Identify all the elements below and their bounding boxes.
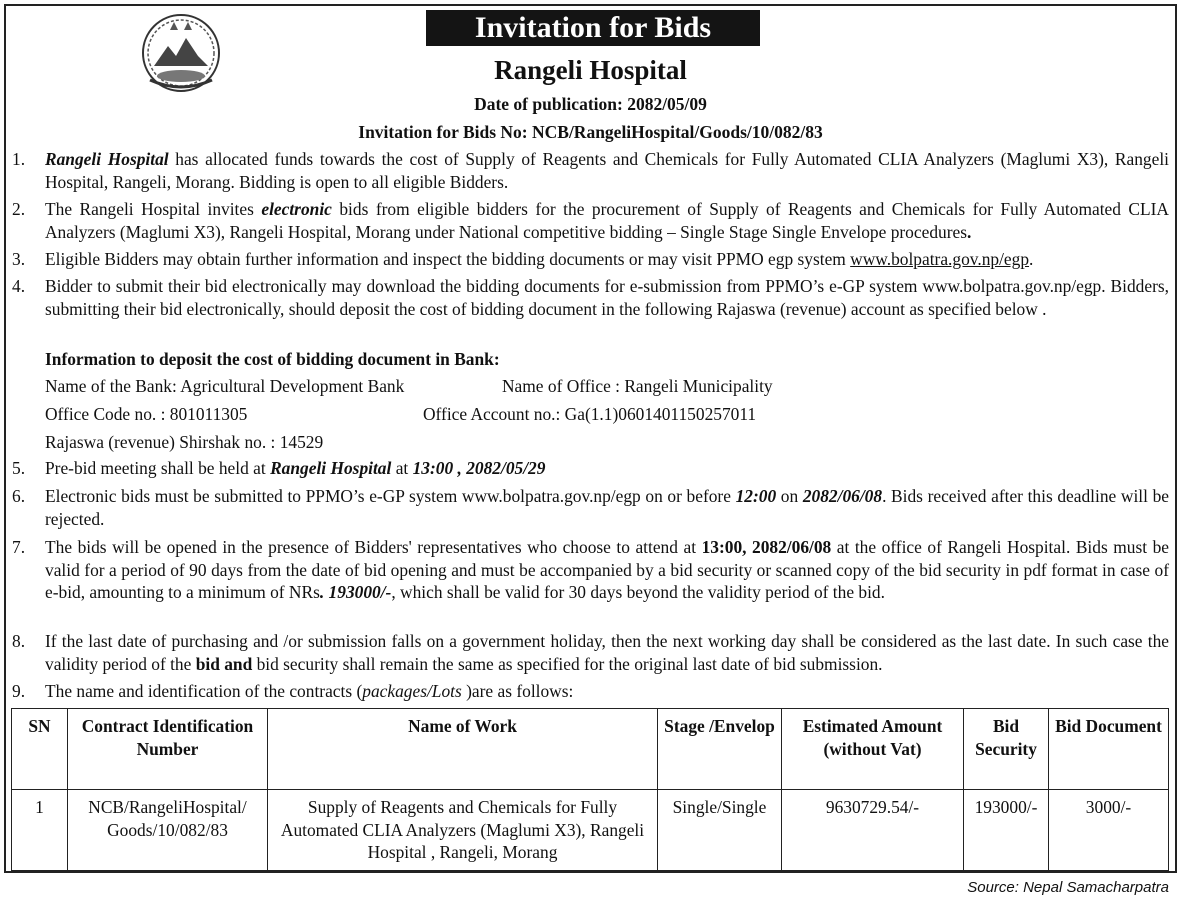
bolpatra-link[interactable]: www.bolpatra.gov.np/egp xyxy=(850,249,1030,269)
table-header-row xyxy=(12,709,1169,790)
clause-5-pre: Pre-bid meeting shall be held at xyxy=(45,458,271,478)
bank-info-heading: Information to deposit the cost of bidding document in Bank: xyxy=(45,349,500,369)
clause-number: 4. xyxy=(12,276,26,296)
clause-8-bold: bid and xyxy=(195,653,253,674)
clause-6-text: . Bids received after this deadline will be rejected. xyxy=(45,486,1169,529)
cell-bid-document: 3000/- xyxy=(1049,790,1169,871)
clause-2-end: . xyxy=(966,221,972,242)
cell-estimated-amount: 9630729.54/- xyxy=(782,790,964,871)
source-credit: Source: Nepal Samacharpatra xyxy=(967,879,1169,896)
col-estimated-amount: Estimated Amount (without Vat) xyxy=(782,709,964,790)
col-bid-security: Bid Security xyxy=(964,709,1049,790)
clause-7 xyxy=(12,536,1169,604)
clause-7-bold: 13:00, 2082/06/08 xyxy=(701,537,832,557)
publication-date-value: 2082/05/09 xyxy=(627,94,707,114)
clause-number: 5. xyxy=(12,458,26,478)
clause-5-mid: at xyxy=(391,458,413,478)
clause-3-text: Eligible Bidders may obtain further information and inspect the bidding documents or may visit PPMO egp system xyxy=(45,249,851,269)
col-sn: SN xyxy=(12,709,68,790)
clause-9-pre: The name and identification of the contracts ( xyxy=(45,681,363,701)
clause-6-date: 2082/06/08 xyxy=(802,486,883,506)
clause-5-time: 13:00 , 2082/05/29 xyxy=(412,458,546,478)
bank-name-row xyxy=(45,375,1165,398)
clause-number: 6. xyxy=(12,486,26,506)
clause-6-time: 12:00 xyxy=(735,486,777,506)
clause-4 xyxy=(12,275,1169,320)
clause-number: 7. xyxy=(12,537,26,557)
clause-number: 3. xyxy=(12,249,26,269)
cell-contract-id: NCB/RangeliHospital/ Goods/10/082/83 xyxy=(68,790,268,871)
clause-2 xyxy=(12,198,1169,243)
title-banner: Invitation for Bids xyxy=(426,10,760,46)
cell-name-of-work: Supply of Reagents and Chemicals for Fully Automated CLIA Analyzers (Maglumi X3), Rangeli Hospital , Rangeli, Morang xyxy=(268,790,658,871)
publication-date-label: Date of publication: xyxy=(474,94,623,114)
clause-7-amount: . 193000/- xyxy=(319,582,392,602)
clause-number: 1. xyxy=(12,149,26,169)
rajaswa-number: Rajaswa (revenue) Shirshak no. : 14529 xyxy=(45,432,324,452)
clause-9 xyxy=(12,680,1169,703)
clause-6-pre: Electronic bids must be submitted to PPMO’s e-GP system www.bolpatra.gov.np/egp on or before xyxy=(45,486,736,506)
cell-sn: 1 xyxy=(12,790,68,871)
ifb-number-label: Invitation for Bids No: xyxy=(358,122,528,142)
clause-7-pre: The bids will be opened in the presence of Bidders' representatives who choose to attend at xyxy=(45,537,702,557)
cell-bid-security: 193000/- xyxy=(964,790,1049,871)
clause-7-text: , which shall be valid for 30 days beyond the validity period of the bid. xyxy=(391,582,885,602)
office-code-row xyxy=(45,403,1165,426)
cell-stage: Single/Single xyxy=(658,790,782,871)
clause-number: 9. xyxy=(12,681,26,701)
clause-8-pre: If the last date of purchasing and /or submission falls on a government holiday, then the next working day shall be considered as the last date. In such case the validity period of the xyxy=(45,631,1169,674)
col-name-of-work: Name of Work xyxy=(268,709,658,790)
clause-9-italic: packages/Lots xyxy=(362,681,467,701)
clause-1 xyxy=(12,148,1169,193)
clause-2-text: bids from eligible bidders for the procurement of Supply of Reagents and Chemicals for Fully Automated CLIA Analyzers (Maglumi X3), Rangeli Hospital, Morang under National competitive bidding – Single Stage Single Envelope procedures xyxy=(45,199,1169,242)
clause-8-text: bid security shall remain the same as specified for the original last date of bid submission. xyxy=(252,653,883,674)
clause-1-bold: Rangeli Hospital xyxy=(45,149,169,169)
contracts-table xyxy=(11,708,1169,871)
clause-8 xyxy=(12,630,1169,675)
clause-number: 8. xyxy=(12,631,26,651)
clause-9-text: )are as follows: xyxy=(466,681,574,701)
clause-5 xyxy=(12,457,1169,480)
office-account: Office Account no.: Ga(1.1)0601401150257011 xyxy=(423,404,757,424)
hospital-name: Rangeli Hospital xyxy=(494,55,687,85)
col-contract-id: Contract Identification Number xyxy=(68,709,268,790)
clause-5-place: Rangeli Hospital xyxy=(270,458,392,478)
clause-1-text: has allocated funds towards the cost of Supply of Reagents and Chemicals for Fully Automated CLIA Analyzers (Maglumi X3), Rangeli Hospital, Rangeli, Morang. Bidding is open to all eligible Bidders. xyxy=(45,149,1169,192)
table-row xyxy=(12,790,1169,871)
publication-date xyxy=(0,93,1181,116)
office-code: Office Code no. : 801011305 xyxy=(45,404,248,424)
clause-6 xyxy=(12,485,1169,530)
clause-6-mid: on xyxy=(776,486,803,506)
ifb-number xyxy=(0,121,1181,144)
clause-2-pre: The Rangeli Hospital invites xyxy=(45,199,262,219)
clause-7-mid: at the office of Rangeli Hospital. Bids must be valid for a period of 90 days from the date of bid opening and must be accompanied by a bid security or scanned copy of the bid security in pdf format in case of e-bid, amounting to a minimum of NRs xyxy=(45,537,1170,602)
col-bid-document: Bid Document xyxy=(1049,709,1169,790)
bank-name: Name of the Bank: Agricultural Development Bank xyxy=(45,376,405,396)
clause-3 xyxy=(12,248,1169,271)
office-name: Name of Office : Rangeli Municipality xyxy=(502,376,773,396)
ifb-number-value: NCB/RangeliHospital/Goods/10/082/83 xyxy=(532,122,823,142)
clause-2-bold: electronic xyxy=(261,199,332,219)
clause-4-text: Bidder to submit their bid electronically may download the bidding documents for e-submission from PPMO’s e-GP system www.bolpatra.gov.np/egp. Bidders, submitting their bid electronically, should deposit the cost of bidding document in the following Rajaswa (revenue) account as specified below . xyxy=(45,276,1169,319)
col-stage: Stage /Envelop xyxy=(658,709,782,790)
clause-3-end: . xyxy=(1029,249,1034,269)
clause-number: 2. xyxy=(12,199,26,219)
